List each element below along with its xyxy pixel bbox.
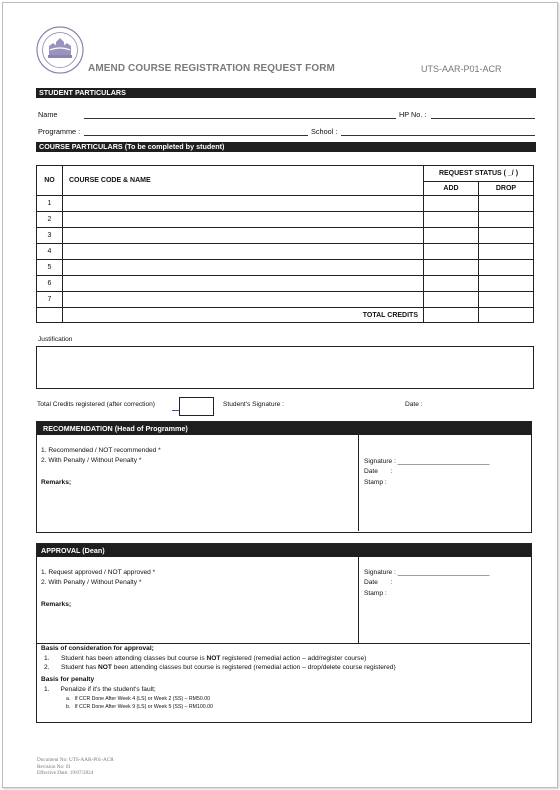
hp-label: HP No. : — [399, 110, 427, 119]
row-number: 7 — [37, 292, 63, 308]
table-row — [37, 260, 534, 276]
basis-item-1-number: 1. — [44, 655, 50, 662]
university-logo — [36, 26, 84, 74]
total-drop-cell[interactable] — [479, 308, 534, 323]
col-request-status: REQUEST STATUS ( _/ ) — [424, 166, 534, 182]
recommendation-option-2: 2. With Penalty / Without Penalty * — [41, 457, 142, 464]
col-no: NO — [37, 166, 63, 196]
course-cell[interactable] — [63, 228, 424, 244]
name-field[interactable] — [84, 118, 396, 119]
footer — [37, 757, 114, 777]
row-number: 4 — [37, 244, 63, 260]
course-cell[interactable] — [63, 276, 424, 292]
approval-remarks: Remarks; — [41, 601, 72, 608]
course-table — [36, 165, 534, 323]
course-cell[interactable] — [63, 260, 424, 276]
row-number: 6 — [37, 276, 63, 292]
drop-cell[interactable] — [479, 228, 534, 244]
drop-cell[interactable] — [479, 292, 534, 308]
programme-field[interactable] — [84, 135, 308, 136]
col-add: ADD — [424, 182, 479, 196]
approval-date: Date : — [364, 579, 393, 586]
table-row — [37, 292, 534, 308]
table-row — [37, 228, 534, 244]
school-field[interactable] — [341, 135, 535, 136]
doc-code: UTS-AAR-P01-ACR — [421, 64, 502, 74]
name-label: Name — [38, 110, 58, 119]
recommendation-box — [36, 421, 532, 533]
recommendation-date: Date : — [364, 468, 393, 475]
recommendation-signature: Signature : _________________________ — [364, 458, 490, 465]
basis-item-1: Student has been attending classes but course is NOT registered (remedial action – add/register course) — [61, 655, 367, 662]
recommendation-remarks: Remarks; — [41, 479, 72, 486]
add-cell[interactable] — [424, 260, 479, 276]
add-cell[interactable] — [424, 212, 479, 228]
approval-stamp: Stamp : — [364, 590, 387, 597]
basis-title: Basis of consideration for approval; — [41, 645, 154, 652]
course-cell[interactable] — [63, 292, 424, 308]
justification-box[interactable] — [36, 346, 534, 389]
penalty-title: Basis for penalty — [41, 676, 95, 683]
course-cell[interactable] — [63, 196, 424, 212]
total-credits-box[interactable] — [179, 397, 214, 416]
footer-revision: Revision No: 01 — [37, 763, 72, 770]
date-label: Date : — [405, 401, 423, 408]
table-row — [37, 196, 534, 212]
recommendation-header: RECOMMENDATION (Head of Programme) — [37, 422, 531, 435]
add-cell[interactable] — [424, 292, 479, 308]
row-number: 5 — [37, 260, 63, 276]
row-number: 3 — [37, 228, 63, 244]
total-credits-registered-label: Total Credits registered (after correction) — [37, 401, 155, 408]
drop-cell[interactable] — [479, 212, 534, 228]
student-section-header: STUDENT PARTICULARS — [36, 88, 536, 98]
approval-signature: Signature : _________________________ — [364, 569, 490, 576]
approval-option-1: 1. Request approved / NOT approved * — [41, 569, 156, 576]
add-cell[interactable] — [424, 196, 479, 212]
col-drop: DROP — [479, 182, 534, 196]
student-signature-label: Student's Signature : — [223, 401, 285, 408]
table-row — [37, 212, 534, 228]
basis-item-2-number: 2. — [44, 664, 50, 671]
penalty-item-1: 1. Penalize if it's the student's fault; — [44, 686, 156, 693]
penalty-item-b: b. If CCR Done After Week 9 (LS) or Week 5 (SS) – RM100.00 — [66, 704, 213, 710]
table-row — [37, 276, 534, 292]
add-cell[interactable] — [424, 244, 479, 260]
recommendation-option-1: 1. Recommended / NOT recommended * — [41, 447, 161, 454]
form-title: AMEND COURSE REGISTRATION REQUEST FORM — [88, 63, 335, 74]
school-label: School : — [311, 127, 338, 136]
hp-field[interactable] — [431, 118, 535, 119]
penalty-item-a: a. If CCR Done After Week 4 (LS) or Week 2 (SS) – RM50.00 — [66, 696, 210, 702]
programme-label: Programme : — [38, 127, 81, 136]
drop-cell[interactable] — [479, 260, 534, 276]
approval-option-2: 2. With Penalty / Without Penalty * — [41, 579, 142, 586]
course-section-header: COURSE PARTICULARS (To be completed by student) — [36, 142, 536, 152]
basis-item-2: Student has NOT been attending classes but course is registered (remedial action – drop/delete course registered) — [61, 664, 396, 671]
total-row — [37, 308, 534, 323]
col-course: COURSE CODE & NAME — [63, 166, 424, 196]
recommendation-stamp: Stamp : — [364, 479, 387, 486]
row-number: 1 — [37, 196, 63, 212]
add-cell[interactable] — [424, 276, 479, 292]
drop-cell[interactable] — [479, 196, 534, 212]
drop-cell[interactable] — [479, 244, 534, 260]
total-add-cell[interactable] — [424, 308, 479, 323]
row-number: 2 — [37, 212, 63, 228]
justification-label: Justification — [38, 336, 73, 343]
footer-doc-no: Document No: UTS-AAR-P01-ACR — [37, 757, 114, 763]
add-cell[interactable] — [424, 228, 479, 244]
footer-effective-date: Effective Date: 19/07/2024 — [37, 770, 94, 777]
approval-header: APPROVAL (Dean) — [37, 544, 531, 557]
total-credits-label: TOTAL CREDITS — [63, 308, 424, 323]
table-row — [37, 244, 534, 260]
course-cell[interactable] — [63, 244, 424, 260]
course-cell[interactable] — [63, 212, 424, 228]
drop-cell[interactable] — [479, 276, 534, 292]
